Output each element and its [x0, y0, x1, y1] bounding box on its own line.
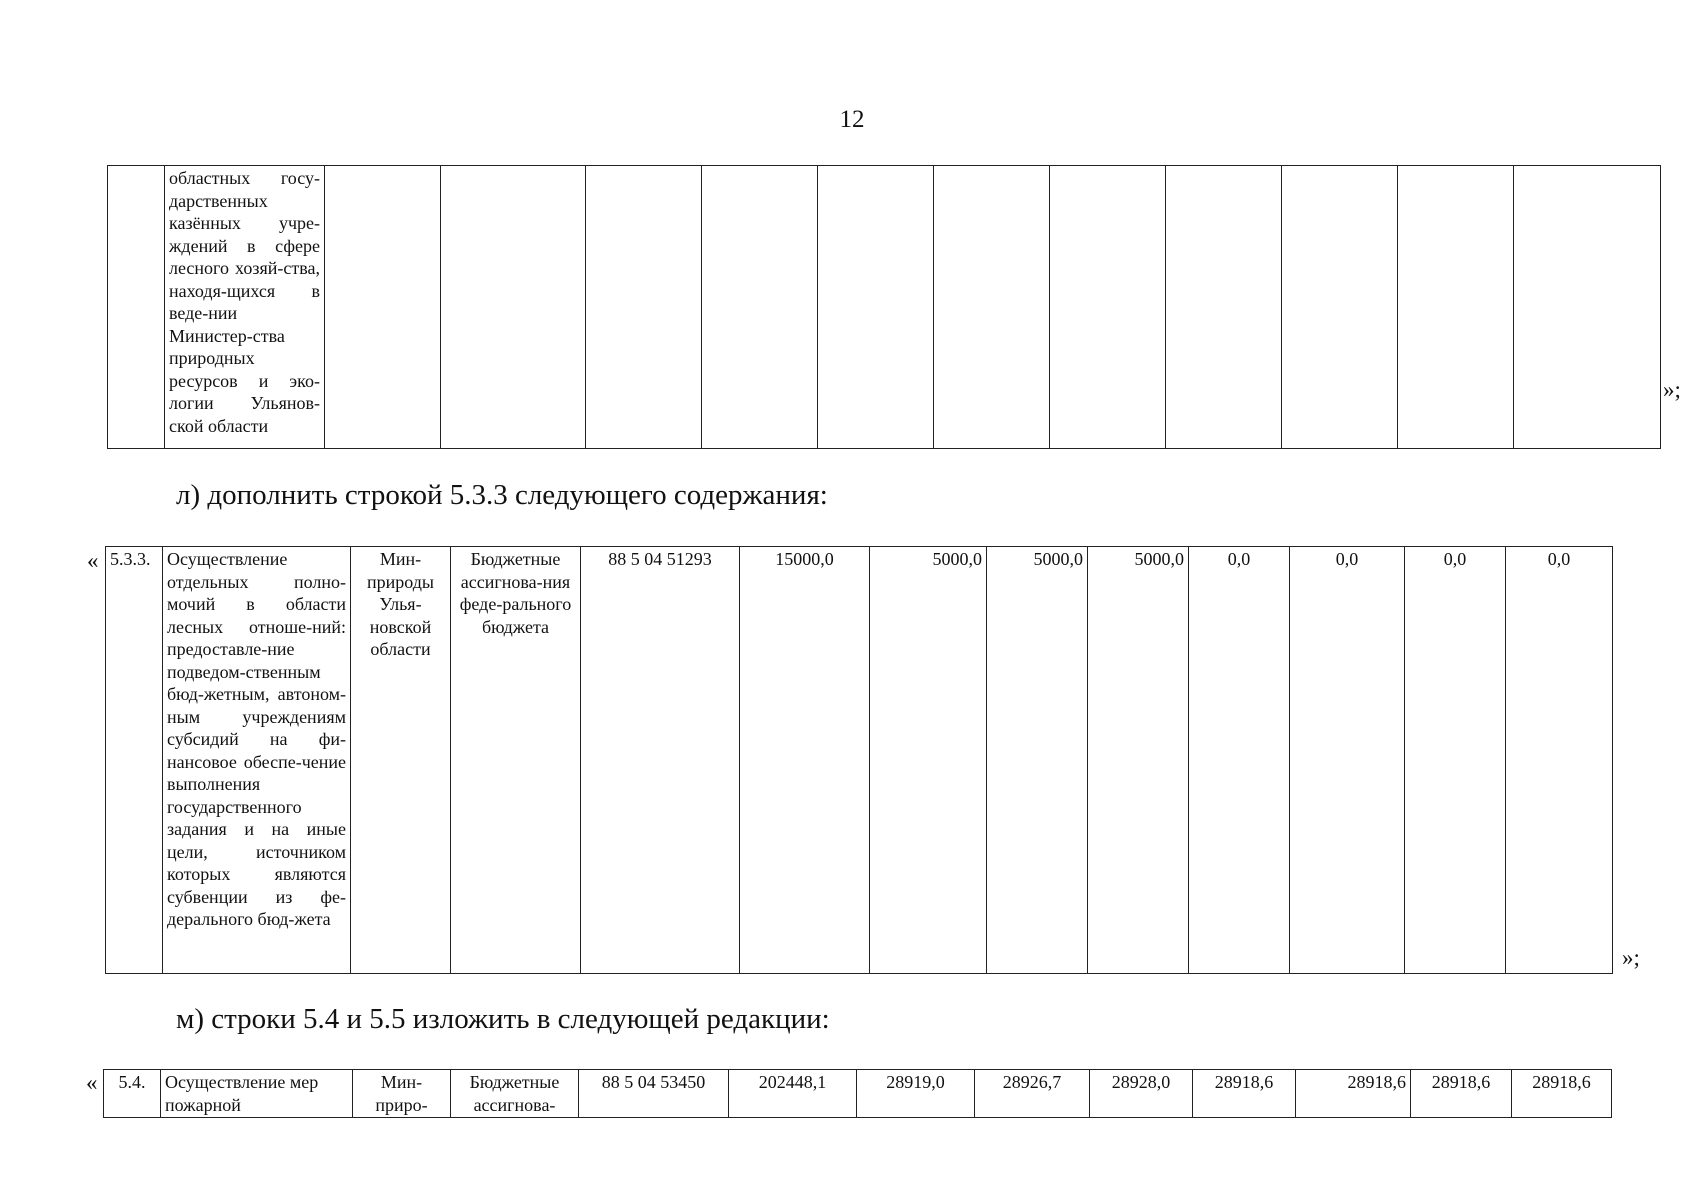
cell-year — [1050, 166, 1166, 449]
cell-code: 88 5 04 51293 — [581, 547, 740, 974]
cell-name: Осуществление отдельных полно-мочий в области лесных отноше-ний: предоставле-ние подведом-ственным бюд-жетным, автоном-ным учреждениям субсидий на фи-нансовое обеспе-чение выполнения государственного задания и на иные цели, источником которых являются субвенции из фе-дерального бюд-жета — [163, 547, 351, 974]
cell-year-7: 0,0 — [1506, 547, 1613, 974]
page-number: 12 — [839, 106, 865, 133]
cell-year-5: 28918,6 — [1296, 1070, 1411, 1118]
cell-name: областных госу-дарственных казённых учре-ждений в сфере лесного хозяй-ства, находя-щихся в веде-нии Министер-ства природных ресурсов и эко-логии Ульянов-ской области — [165, 166, 325, 449]
cell-year — [1282, 166, 1398, 449]
cell-total — [702, 166, 818, 449]
cell-year-6: 0,0 — [1405, 547, 1506, 974]
table-continuation — [107, 165, 1661, 449]
cell-year-6: 28918,6 — [1411, 1070, 1512, 1118]
table-row-533 — [105, 546, 1613, 974]
opening-quote: « — [87, 548, 99, 573]
cell-year-4: 28918,6 — [1193, 1070, 1296, 1118]
cell-number: 5.4. — [104, 1070, 161, 1118]
cell-year-3: 5000,0 — [1088, 547, 1189, 974]
instruction-m: м) строки 5.4 и 5.5 изложить в следующей редакции: — [176, 1003, 830, 1035]
closing-quote: »; — [1622, 945, 1640, 970]
cell-name: Осуществление мер пожарной — [161, 1070, 353, 1118]
cell-total: 15000,0 — [740, 547, 870, 974]
table-row — [104, 1070, 1612, 1118]
cell-year-2: 28926,7 — [975, 1070, 1090, 1118]
cell-source: Бюджетные ассигнова-ния феде-рального бюджета — [451, 547, 581, 974]
cell-executor — [325, 166, 441, 449]
closing-quote: »; — [1663, 377, 1681, 402]
cell-total: 202448,1 — [729, 1070, 857, 1118]
instruction-l: л) дополнить строкой 5.3.3 следующего содержания: — [176, 479, 828, 511]
cell-code — [586, 166, 702, 449]
cell-year — [1398, 166, 1514, 449]
table-row — [106, 547, 1613, 974]
table-row — [108, 166, 1661, 449]
cell-year-1: 28919,0 — [857, 1070, 975, 1118]
cell-year — [934, 166, 1050, 449]
cell-year-2: 5000,0 — [987, 547, 1088, 974]
cell-number: 5.3.3. — [106, 547, 163, 974]
cell-executor: Мин-приро- — [353, 1070, 451, 1118]
cell-year-7: 28918,6 — [1512, 1070, 1612, 1118]
cell-number — [108, 166, 165, 449]
opening-quote: « — [86, 1070, 98, 1095]
cell-year-5: 0,0 — [1290, 547, 1405, 974]
cell-year-1: 5000,0 — [870, 547, 987, 974]
cell-year — [818, 166, 934, 449]
cell-code: 88 5 04 53450 — [579, 1070, 729, 1118]
cell-source — [441, 166, 586, 449]
cell-executor: Мин-природы Улья-новской области — [351, 547, 451, 974]
cell-source: Бюджетные ассигнова- — [451, 1070, 579, 1118]
cell-year-3: 28928,0 — [1090, 1070, 1193, 1118]
cell-year — [1166, 166, 1282, 449]
table-row-54 — [103, 1069, 1612, 1118]
cell-year-4: 0,0 — [1189, 547, 1290, 974]
cell-year — [1514, 166, 1661, 449]
